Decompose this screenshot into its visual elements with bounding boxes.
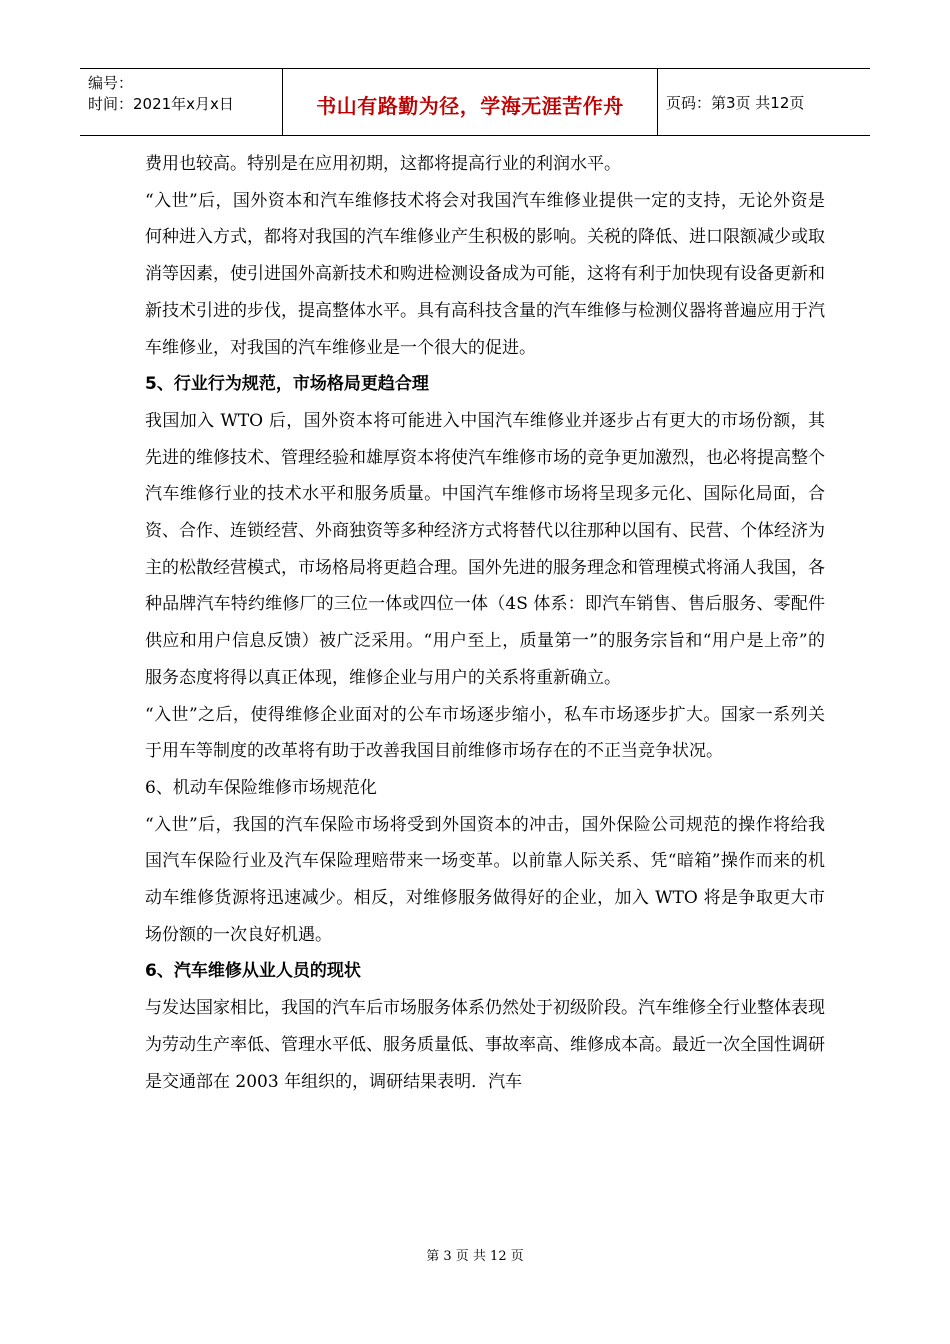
header-page-info — [658, 69, 870, 135]
serial-label: 编号： — [88, 74, 134, 92]
paragraph: 费用也较高。特别是在应用初期，这都将提高行业的利润水平。 — [145, 154, 621, 174]
page-info: 页码：第3页 共12页 — [666, 93, 805, 112]
header-motto-cell — [282, 69, 658, 135]
page-header — [80, 68, 870, 136]
motto: 书山有路勤为径，学海无涯苦作舟 — [316, 93, 624, 118]
paragraph: 我国加入 WTO 后，国外资本将可能进入中国汽车维修业并逐步占有更大的市场份额，其先进的维修技术、管理经验和雄厚资本将使汽车维修市场的竞争更加激烈，也必将提高整个汽车维修行业的技术水平和服务质量。中国汽车维修市场将呈现多元化、国际化局面，合资、合作、连锁经营、外商独资等多种经济方式将替代以往那种以国有、民营、个体经济为主的松散经营模式，市场格局将更趋合理。国外先进的服务理念和管理模式将涌人我国，各种品牌汽车特约维修厂的三位一体或四位一体（4S 体系：即汽车销售、售后服务、零配件供应和用户信息反馈）被广泛采用。“用户至上，质量第一”的服务宗旨和“用户是上帝”的服务态度将得以真正体现，维修企业与用户的关系将重新确立。 — [145, 410, 825, 688]
document-body — [145, 146, 825, 1100]
paragraph: “入世”后，国外资本和汽车维修技术将会对我国汽车维修业提供一定的支持，无论外资是何种进入方式，都将对我国的汽车维修业产生积极的影响。关税的降低、进口限额减少或取消等因素，使引进国外高新技术和购进检测设备成为可能，这将有利于加快现有设备更新和新技术引进的步伐，提高整体水平。具有高科技含量的汽车维修与检测仪器将普遍应用于汽车维修业，对我国的汽车维修业是一个很大的促进。 — [145, 190, 825, 358]
date-line: 时间：2021年x月x日 — [88, 95, 234, 113]
page-footer: 第 3 页 共 12 页 — [426, 1249, 524, 1264]
section-heading-plain: 6、机动车保险维修市场规范化 — [145, 777, 377, 798]
section-heading: 6、汽车维修从业人员的现状 — [145, 961, 361, 982]
paragraph: “入世”后，我国的汽车保险市场将受到外国资本的冲击，国外保险公司规范的操作将给我国汽车保险行业及汽车保险理赔带来一场变革。以前靠人际关系、凭“暗箱”操作而来的机动车维修货源将迅速减少。相反，对维修服务做得好的企业，加入 WTO 将是争取更大市场份额的一次良好机遇。 — [145, 814, 825, 945]
paragraph: “入世”之后，使得维修企业面对的公车市场逐步缩小，私车市场逐步扩大。国家一系列关于用车等制度的改革将有助于改善我国目前维修市场存在的不正当竞争状况。 — [145, 704, 825, 762]
paragraph: 与发达国家相比，我国的汽车后市场服务体系仍然处于初级阶段。汽车维修全行业整体表现为劳动生产率低、管理水平低、服务质量低、事故率高、维修成本高。最近一次全国性调研是交通部在 2003 年组织的，调研结果表明．汽车 — [145, 998, 825, 1092]
section-heading: 5、行业行为规范，市场格局更趋合理 — [145, 374, 429, 395]
header-meta — [80, 69, 282, 135]
